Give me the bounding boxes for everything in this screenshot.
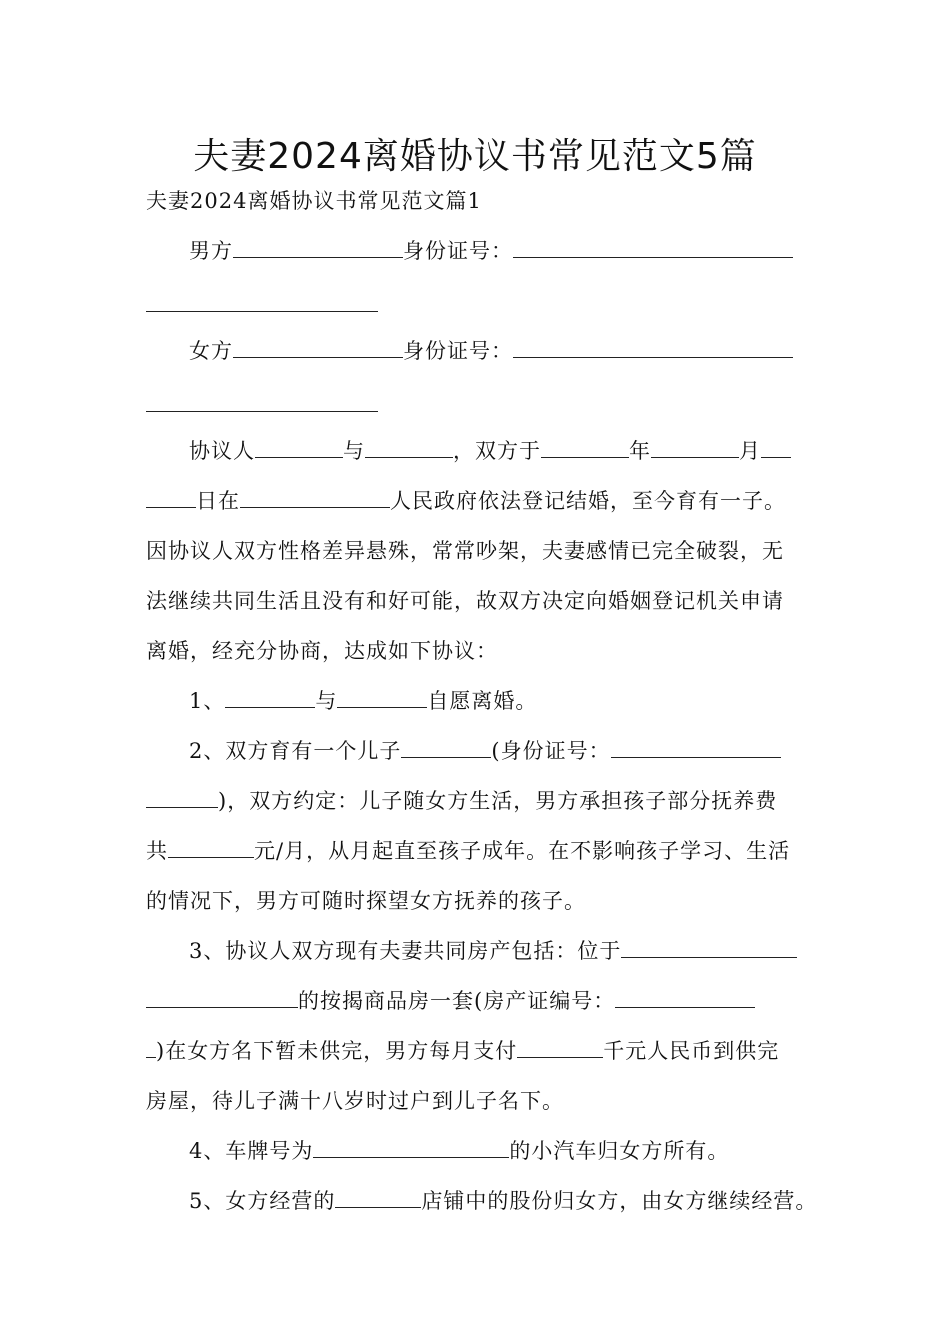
text: 的小汽车归女方所有。 xyxy=(509,1139,730,1163)
blank[interactable] xyxy=(225,689,315,708)
blank[interactable] xyxy=(621,939,797,958)
text: 年 xyxy=(629,439,651,463)
blank[interactable] xyxy=(335,1189,421,1208)
text: 2、双方育有一个儿子 xyxy=(189,739,402,763)
man-id-blank[interactable] xyxy=(513,239,793,258)
text: 协议人 xyxy=(189,439,255,463)
text: 与 xyxy=(343,439,365,463)
blank[interactable] xyxy=(517,1039,603,1058)
text: 与 xyxy=(315,689,338,713)
text: (身份证号： xyxy=(491,739,611,763)
text: 共 xyxy=(146,839,168,863)
clause-2-line: 的情况下，男方可随时探望女方抚养的孩子。 xyxy=(146,889,586,913)
text: 5、女方经营的 xyxy=(189,1189,336,1213)
paragraph-line xyxy=(189,436,791,466)
text: 日在 xyxy=(196,489,240,513)
woman-id-blank-cont[interactable] xyxy=(146,393,378,412)
woman-name-blank[interactable] xyxy=(233,339,403,358)
woman-id-continuation xyxy=(146,390,378,420)
woman-id-blank[interactable] xyxy=(513,339,793,358)
clause-3-line xyxy=(146,986,755,1016)
text: 元/月，从月起直至孩子成年。在不影响孩子学习、生活 xyxy=(254,839,791,863)
id-label: 身份证号： xyxy=(403,339,513,363)
text: 店铺中的股份归女方，由女方继续经营。 xyxy=(421,1189,818,1213)
blank[interactable] xyxy=(146,989,298,1008)
section-heading: 夫妻2024离婚协议书常见范文篇1 xyxy=(146,189,482,213)
man-id-continuation xyxy=(146,290,378,320)
paragraph-line: 因协议人双方性格差异悬殊，常常吵架，夫妻感情已完全破裂，无 xyxy=(146,539,784,563)
blank[interactable] xyxy=(168,839,254,858)
blank[interactable] xyxy=(146,489,196,508)
clause-2-line xyxy=(146,786,777,816)
woman-line xyxy=(189,336,793,366)
blank[interactable] xyxy=(401,739,491,758)
text: 千元人民币到供完 xyxy=(603,1039,780,1063)
text: 的按揭商品房一套(房产证编号： xyxy=(298,989,616,1013)
id-label: 身份证号： xyxy=(403,239,513,263)
blank[interactable] xyxy=(337,689,427,708)
paragraph-line xyxy=(146,486,786,516)
text: 1、 xyxy=(189,689,226,713)
clause-5 xyxy=(189,1186,817,1216)
man-line xyxy=(189,236,793,266)
clause-3-line xyxy=(146,1036,779,1066)
man-id-blank-cont[interactable] xyxy=(146,293,378,312)
blank[interactable] xyxy=(365,439,453,458)
blank[interactable] xyxy=(615,989,755,1008)
text: 4、车牌号为 xyxy=(189,1139,314,1163)
clause-4 xyxy=(189,1136,729,1166)
blank[interactable] xyxy=(651,439,739,458)
document-title: 夫妻2024离婚协议书常见范文5篇 xyxy=(193,136,757,177)
text: ，双方于 xyxy=(453,439,541,463)
paragraph-line: 离婚，经充分协商，达成如下协议： xyxy=(146,639,498,663)
blank[interactable] xyxy=(255,439,343,458)
woman-label: 女方 xyxy=(189,339,233,363)
text: )，双方约定：儿子随女方生活，男方承担孩子部分抚养费 xyxy=(218,789,778,813)
text: 人民政府依法登记结婚，至今育有一子。 xyxy=(390,489,786,513)
clause-2-line xyxy=(146,836,790,866)
clause-2 xyxy=(189,736,781,766)
paragraph-line: 法继续共同生活且没有和好可能，故双方决定向婚姻登记机关申请 xyxy=(146,589,784,613)
blank[interactable] xyxy=(611,739,781,758)
text: 月 xyxy=(739,439,761,463)
man-label: 男方 xyxy=(189,239,233,263)
blank[interactable] xyxy=(761,439,791,458)
blank[interactable] xyxy=(240,489,390,508)
man-name-blank[interactable] xyxy=(233,239,403,258)
text: 3、协议人双方现有夫妻共同房产包括：位于 xyxy=(189,939,622,963)
clause-3-line: 房屋，待儿子满十八岁时过户到儿子名下。 xyxy=(146,1089,564,1113)
clause-3 xyxy=(189,936,797,966)
blank[interactable] xyxy=(541,439,629,458)
text: )在女方名下暂未供完，男方每月支付 xyxy=(156,1039,518,1063)
blank[interactable] xyxy=(146,789,218,808)
blank[interactable] xyxy=(313,1139,509,1158)
blank[interactable] xyxy=(146,1039,156,1058)
clause-1 xyxy=(189,686,537,716)
text: 自愿离婚。 xyxy=(427,689,538,713)
